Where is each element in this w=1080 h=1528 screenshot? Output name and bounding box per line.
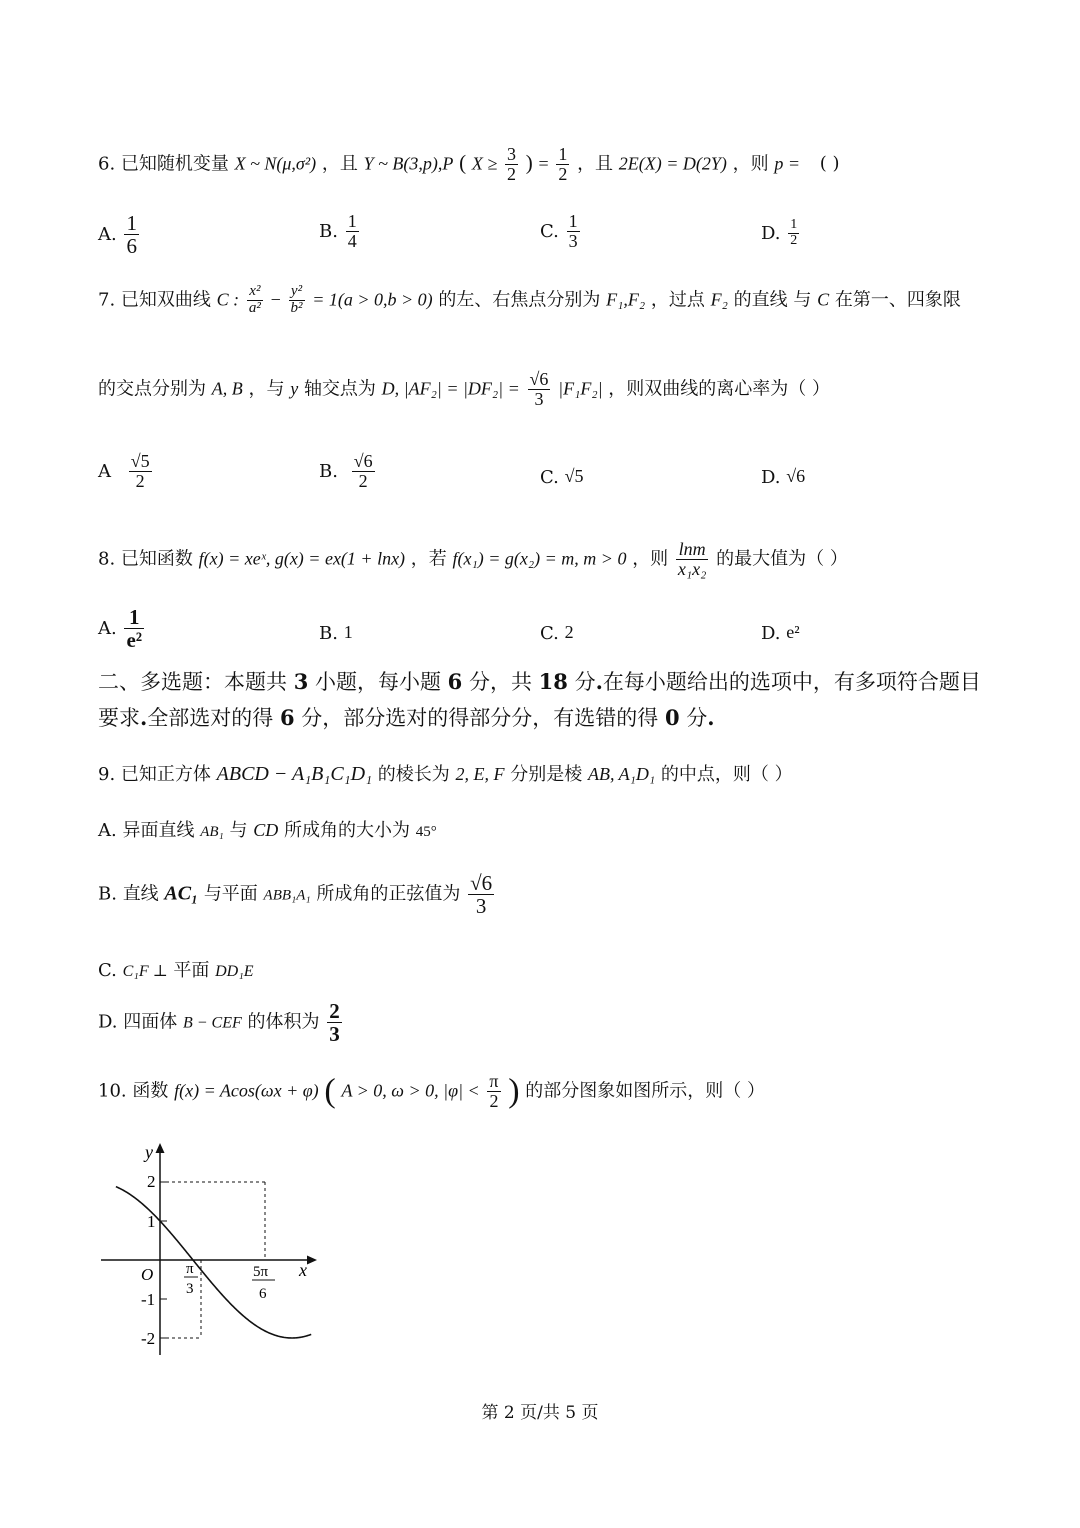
q8-option-b[interactable]: B. 1: [319, 622, 353, 644]
y-axis-arrow: [156, 1143, 165, 1153]
y-tick-neg1: -1: [141, 1290, 156, 1309]
q6-option-b[interactable]: B. $\frac{1}{4}$: [319, 211, 357, 251]
fraction: $\frac{3}{2}$: [506, 144, 516, 184]
q9-stem: 9. 已知正方体 ABCD − A₁B₁C₁D₁ 的棱长为 2, E, F 分别是棱 AB, A₁D₁ 的中点，则（ ）: [98, 763, 793, 785]
q8-stem: 8. 已知函数 f(x) = xeˣ, g(x) = ex(1 + lnx) ，若 f(x₁) = g(x₂) = m, m > 0 ，则 $\frac{\ln m}{\text{x₁x₂}}$ 的最大值为（ ）: [98, 539, 848, 579]
x-tick-5pi-6-num: 5π: [253, 1264, 269, 1280]
q6-option-c[interactable]: C. $\frac{1}{3}$: [540, 211, 578, 251]
q9-option-b[interactable]: B. 直线 AC₁ 与平面 ABB₁A₁ 所成角的正弦值为 $\frac{√6}{3}$: [98, 871, 493, 919]
q9-option-a[interactable]: A. 异面直线 AB₁ 与 CD 所成角的大小为 45°: [98, 820, 437, 841]
q8-option-d[interactable]: D. e²: [761, 622, 800, 644]
q10-stem: 10. 函数 f(x) = Acos(ωx + φ) ( A > 0, ω > 0, |φ| < $\frac{\pi}{2}$ ) 的部分图象如图所示，则（ ）: [98, 1071, 766, 1111]
q10-function-graph: [95, 1140, 335, 1370]
q8-option-c[interactable]: C. 2: [540, 622, 574, 644]
q7-option-c[interactable]: C. √5: [540, 466, 584, 488]
q8-option-a[interactable]: A. $\frac{1}{\text{e²}}$: [98, 605, 143, 653]
x-tick-5pi-6-den: 6: [259, 1286, 267, 1302]
q9-option-d[interactable]: D. 四面体 B − CEF 的体积为 $\frac{2}{3}$: [98, 999, 340, 1047]
q7-option-d[interactable]: D. √6: [761, 466, 806, 488]
q6-option-d[interactable]: D. $\frac{1}{2}$: [761, 217, 798, 248]
section-heading-multiple-choice: 二、多选题：本题共 3 小题，每小题 6 分，共 18 分.在每小题给出的选项中，有多项符合题目要求.全部选对的得 6 分，部分选对的得部分分，有选错的得 0 分.: [98, 669, 981, 730]
q6-option-a[interactable]: A. $\frac{1}{6}$: [98, 211, 137, 259]
y-tick-1: 1: [147, 1212, 156, 1231]
y-tick-2: 2: [147, 1172, 156, 1191]
q7-option-a[interactable]: A $\frac{√5}{2}$: [98, 451, 150, 491]
fraction: $\frac{1}{2}$: [558, 144, 568, 184]
x-tick-pi-3-den: 3: [186, 1281, 194, 1297]
x-axis-label: x: [299, 1260, 307, 1280]
q7-stem-line1: 7. 已知双曲线 C : $\frac{\text{x²}}{\text{a²}}$ − $\frac{\text{y²}}{\text{b²}}$ = 1(a > 0,b > 0) 的左、右焦点分别为 F₁,F₂ ，过点 F₂ 的直线 与 C 在第一、四象限: [98, 283, 961, 316]
q7-stem-line2: 的交点分别为 A, B ，与 y 轴交点为 D, |AF₂| = |DF₂| = $\frac{√6}{3}$ |F₁F₂| ，则双曲线的离心率为（ ）: [98, 369, 830, 409]
cosine-curve: [116, 1187, 311, 1338]
page-footer: 第 2 页/共 5 页: [481, 1403, 599, 1423]
x-tick-pi-3-num: π: [186, 1261, 194, 1277]
q7-option-b[interactable]: B. $\frac{√6}{2}$: [319, 451, 373, 491]
y-axis-label: y: [145, 1142, 153, 1162]
q6-stem: 6. 已知随机变量 X ~ N(μ,σ²) ，且 Y ~ B(3,p),P ( X ≥ $\frac{3}{2}$ ) = $\frac{1}{2}$ ，且 2E(X) = D(2Y) ，则 p = ( ): [98, 144, 840, 184]
q9-option-c[interactable]: C. C₁F ⊥ 平面 DD₁E: [98, 960, 254, 981]
origin-label: O: [141, 1265, 154, 1284]
y-tick-neg2: -2: [141, 1329, 156, 1348]
x-axis-arrow: [307, 1256, 317, 1265]
